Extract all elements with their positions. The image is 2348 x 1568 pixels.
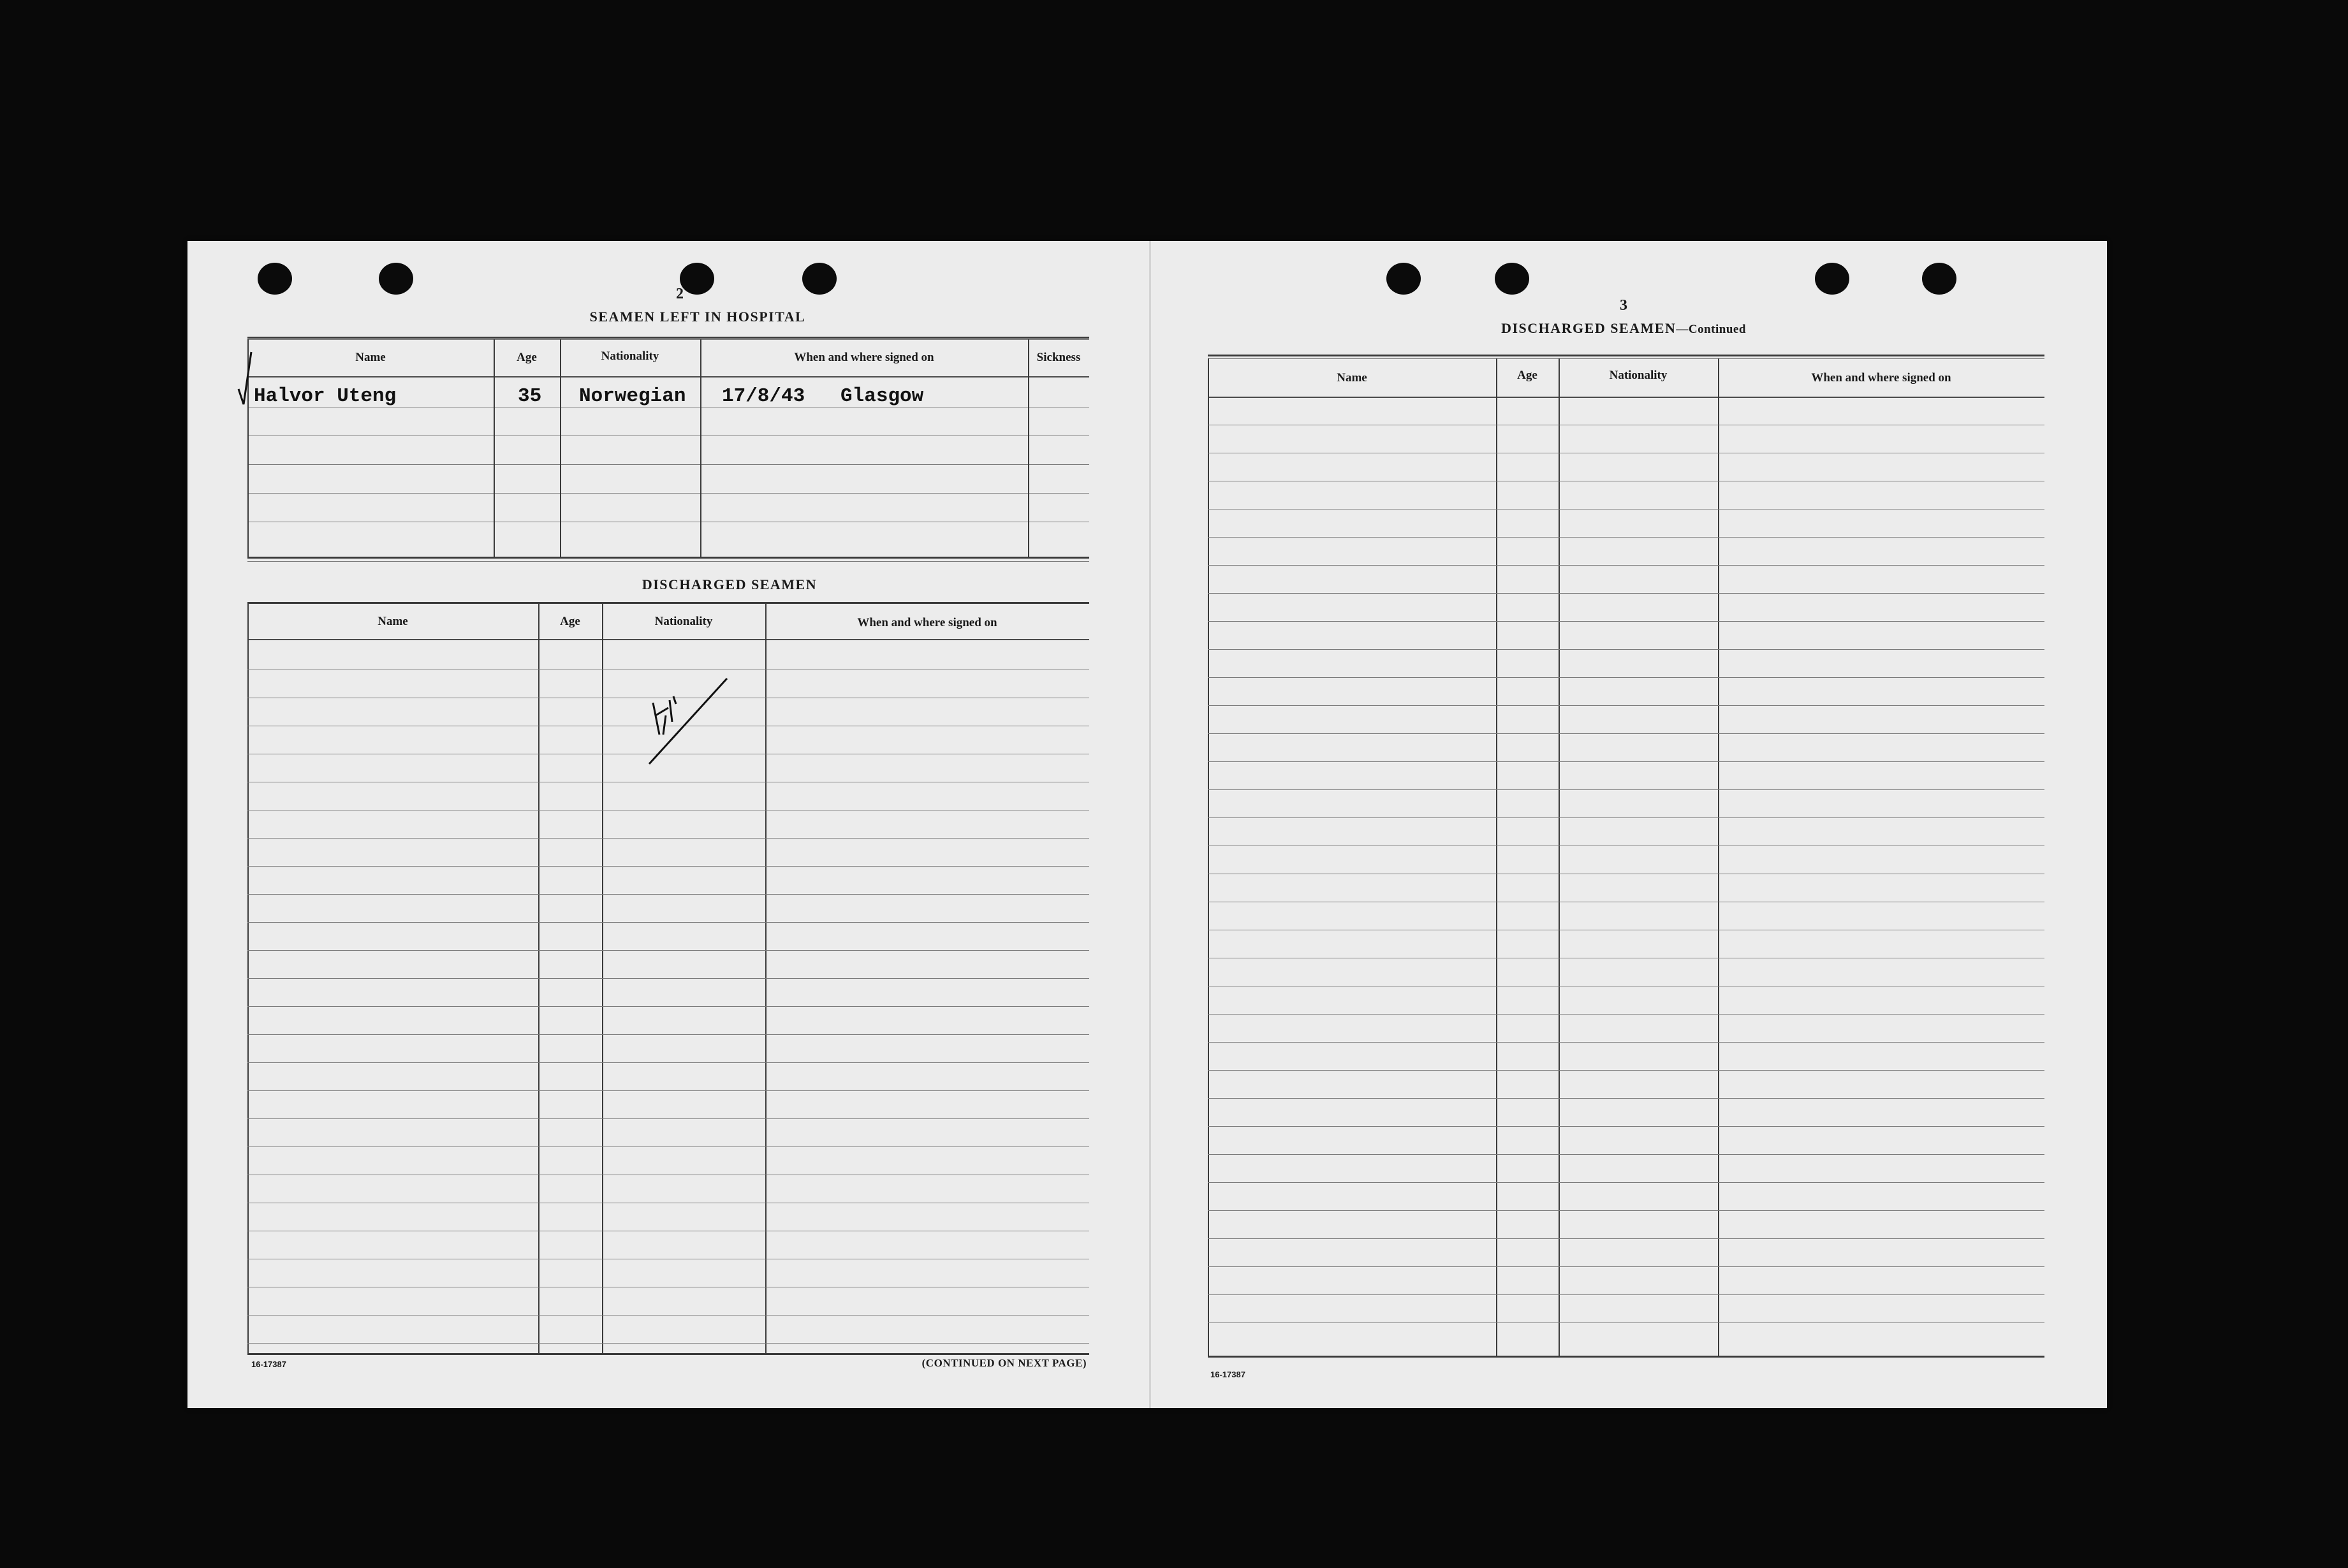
col-header-signed-on: When and where signed on — [1811, 371, 1951, 385]
page-number-left: 2 — [676, 286, 684, 302]
col-header-nationality: Nationality — [654, 615, 713, 628]
ruled-line — [1208, 1182, 2044, 1183]
ruled-line — [1208, 1238, 2044, 1239]
ruled-line — [1208, 649, 2044, 650]
ruled-line — [1208, 1126, 2044, 1127]
ruled-line — [1208, 621, 2044, 622]
table-bottom-rule — [247, 1353, 1089, 1355]
discharged-section-title: DISCHARGED SEAMEN — [642, 576, 818, 592]
ruled-line — [1208, 1014, 2044, 1015]
punch-hole — [258, 263, 292, 295]
punch-hole — [802, 263, 837, 295]
ruled-line — [247, 1034, 1089, 1035]
document-scan — [187, 241, 2107, 1408]
ruled-line — [247, 978, 1089, 979]
ruled-line — [247, 894, 1089, 895]
continued-note: (CONTINUED ON NEXT PAGE) — [921, 1357, 1087, 1369]
ruled-line — [1208, 1210, 2044, 1211]
punch-hole — [1386, 263, 1421, 295]
checkmark-icon — [237, 349, 256, 407]
ruled-line — [1208, 1042, 2044, 1043]
punch-hole — [1815, 263, 1849, 295]
ruled-line — [247, 950, 1089, 951]
ruled-line — [1208, 817, 2044, 818]
page-fold — [1149, 241, 1151, 1408]
col-header-name: Name — [355, 351, 386, 364]
ruled-line — [1208, 1070, 2044, 1071]
ruled-line — [247, 838, 1089, 839]
page-number-right: 3 — [1620, 297, 1627, 314]
discharged-continued-main: DISCHARGED SEAMEN — [1501, 320, 1677, 336]
ruled-line — [247, 1006, 1089, 1007]
punch-hole — [1495, 263, 1529, 295]
ruled-line — [1208, 1098, 2044, 1099]
ruled-line — [1208, 677, 2044, 678]
seaman-signed-on: 17/8/43 Glasgow — [722, 385, 924, 407]
table-bottom-rule — [1208, 1356, 2044, 1358]
seaman-age: 35 — [518, 385, 542, 407]
col-header-age: Age — [517, 351, 537, 364]
form-number-right: 16-17387 — [1210, 1370, 1245, 1379]
ruled-line — [1208, 537, 2044, 538]
col-header-age: Age — [1517, 369, 1537, 382]
col-header-name: Name — [1337, 371, 1367, 385]
punch-hole — [379, 263, 413, 295]
ruled-line — [1208, 705, 2044, 706]
discharged-continued-suffix: —Continued — [1676, 323, 1746, 336]
col-header-age: Age — [560, 615, 580, 628]
ruled-line — [1208, 593, 2044, 594]
ruled-line — [1208, 761, 2044, 762]
ruled-line — [1208, 1154, 2044, 1155]
col-header-name: Name — [378, 615, 408, 628]
discharged-continued-table — [1208, 355, 2044, 1362]
ruled-line — [1208, 565, 2044, 566]
ruled-line — [247, 1343, 1089, 1344]
col-header-signed-on: When and where signed on — [857, 616, 997, 629]
ruled-line — [247, 866, 1089, 867]
ruled-line — [247, 1090, 1089, 1091]
col-header-signed-on: When and where signed on — [794, 351, 934, 364]
col-header-nationality: Nationality — [1609, 369, 1668, 382]
hospital-section-title: SEAMEN LEFT IN HOSPITAL — [589, 309, 806, 325]
seaman-nationality: Norwegian — [579, 385, 686, 407]
discharged-continued-title — [1464, 320, 1783, 337]
ruled-line — [247, 922, 1089, 923]
hospital-table — [247, 337, 1089, 568]
punch-hole — [1922, 263, 1956, 295]
ruled-line — [247, 1118, 1089, 1119]
ruled-line — [1208, 789, 2044, 790]
ruled-line — [247, 1062, 1089, 1063]
col-header-nationality: Nationality — [601, 349, 659, 363]
ruled-line — [1208, 1294, 2044, 1295]
ruled-line — [1208, 1266, 2044, 1267]
col-header-sickness: Sickness — [1036, 351, 1081, 364]
ruled-line — [1208, 733, 2044, 734]
handwritten-initials — [640, 677, 736, 773]
seaman-name: Halvor Uteng — [254, 385, 397, 407]
form-number-left: 16-17387 — [251, 1359, 286, 1369]
